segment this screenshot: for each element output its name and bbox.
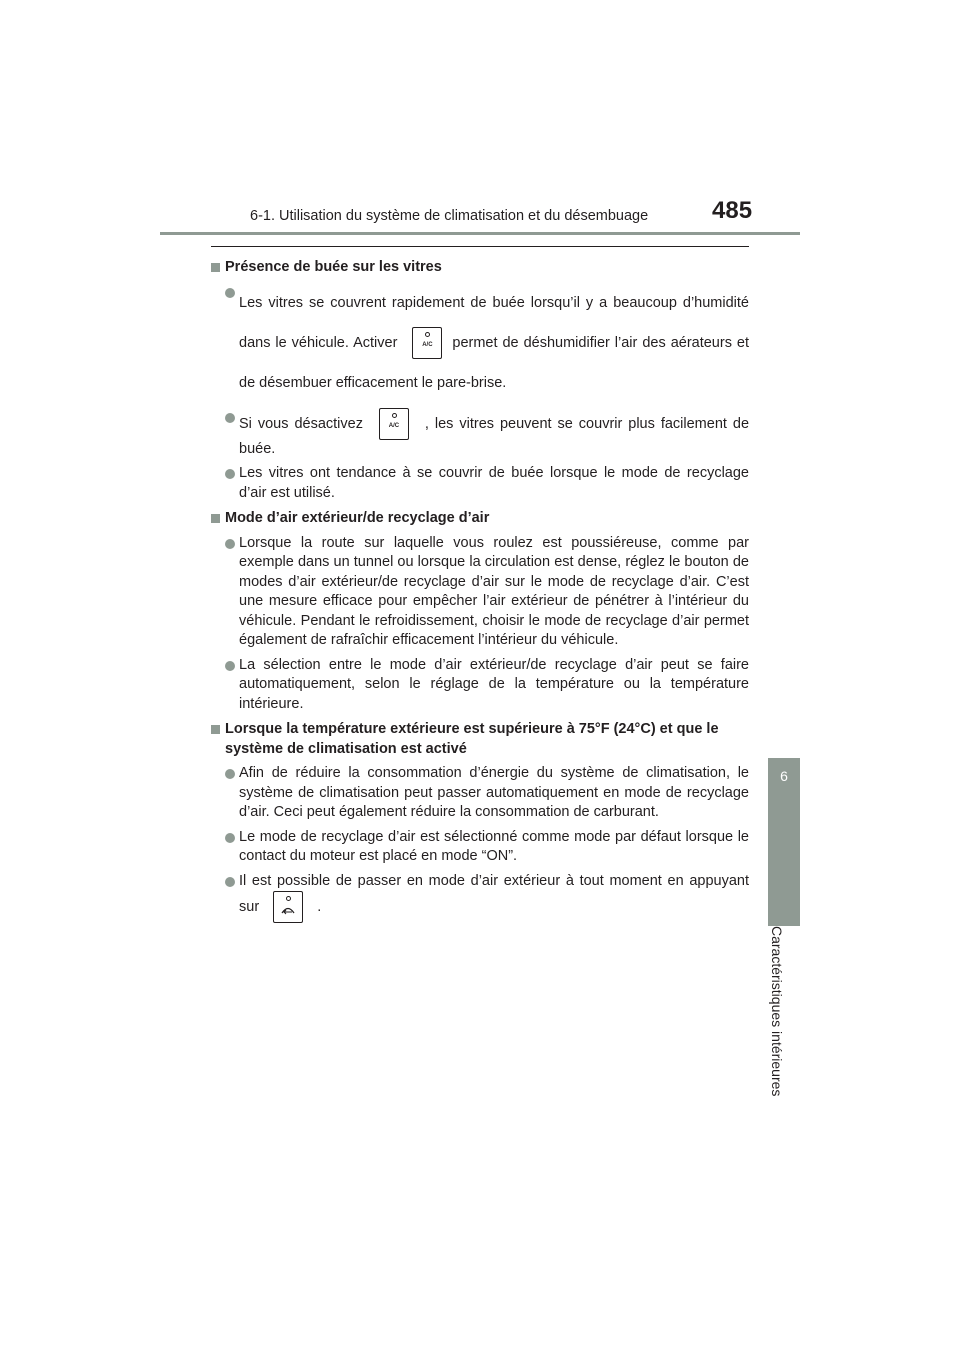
round-bullet-icon	[225, 413, 235, 423]
section-heading: Lorsque la température extérieure est supérieure à 75°F (24°C) et que le système de climatisation est activé	[211, 720, 749, 759]
round-bullet-icon	[225, 833, 235, 843]
round-bullet-icon	[225, 877, 235, 887]
list-item: Lorsque la route sur laquelle vous roulez est poussiéreuse, comme par exemple dans un tunnel ou lorsque la circulation est dense, réglez le bouton de modes d’air extérieur/de recyclage d’air sur le mode de recyclage d’air. C’est une mesure efficace pour empêcher l’air extérieur de pénétrer à l’intérieur du véhicule. Pendant le refroidissement, choisir le mode de recyclage d’air permet également de rafraîchir efficacement l’intérieur du véhicule.	[211, 534, 749, 651]
chapter-tab-number: 6	[780, 768, 788, 784]
square-bullet-icon	[211, 263, 220, 272]
ac-button-icon: A/C	[379, 408, 409, 440]
section-heading: Mode d’air extérieur/de recyclage d’air	[211, 509, 749, 529]
round-bullet-icon	[225, 539, 235, 549]
list-item: Il est possible de passer en mode d’air extérieur à tout moment en appuyant sur .	[211, 872, 749, 924]
page-content	[211, 258, 749, 923]
recirculation-button-icon	[273, 891, 303, 923]
round-bullet-icon	[225, 288, 235, 298]
list-item: Les vitres ont tendance à se couvrir de buée lorsque le mode de recyclage d’air est utilisé.	[211, 464, 749, 503]
ac-button-icon: A/C	[412, 327, 442, 359]
bullet-text-after: permet de déshumidifier l’air des aérateurs et de désembuer efficacement le pare-brise.	[239, 334, 750, 391]
round-bullet-icon	[225, 769, 235, 779]
list-item: Les vitres se couvrent rapidement de buée lorsqu’il y a beaucoup d’humidité dans le véhicule. Activer A/C permet de déshumidifier l’air des aérateurs et de désembuer efficacement le pare-brise.	[211, 283, 749, 403]
header-rule	[160, 232, 800, 235]
page-number: 485	[712, 197, 753, 224]
round-bullet-icon	[225, 469, 235, 479]
list-item: Afin de réduire la consommation d’énergie du système de climatisation, le système de climatisation peut passer automatiquement en mode de recyclage d’air. Ceci peut également réduire la consommation de carburant.	[211, 764, 749, 823]
chapter-header-title: 6-1. Utilisation du système de climatisation et du désembuage	[250, 208, 649, 224]
list-item: Si vous désactivez A/C , les vitres peuvent se couvrir plus facilement de buée.	[211, 408, 749, 460]
section-heading: Présence de buée sur les vitres	[211, 258, 749, 278]
round-bullet-icon	[225, 661, 235, 671]
square-bullet-icon	[211, 725, 220, 734]
content-top-rule	[211, 246, 749, 247]
square-bullet-icon	[211, 514, 220, 523]
list-item: Le mode de recyclage d’air est sélectionné comme mode par défaut lorsque le contact du moteur est placé en mode “ON”.	[211, 828, 749, 867]
chapter-side-title: Caractéristiques intérieures	[769, 926, 785, 1097]
list-item: La sélection entre le mode d’air extérieur/de recyclage d’air peut se faire automatiquement, selon le réglage de la température ou la température intérieure.	[211, 656, 749, 715]
